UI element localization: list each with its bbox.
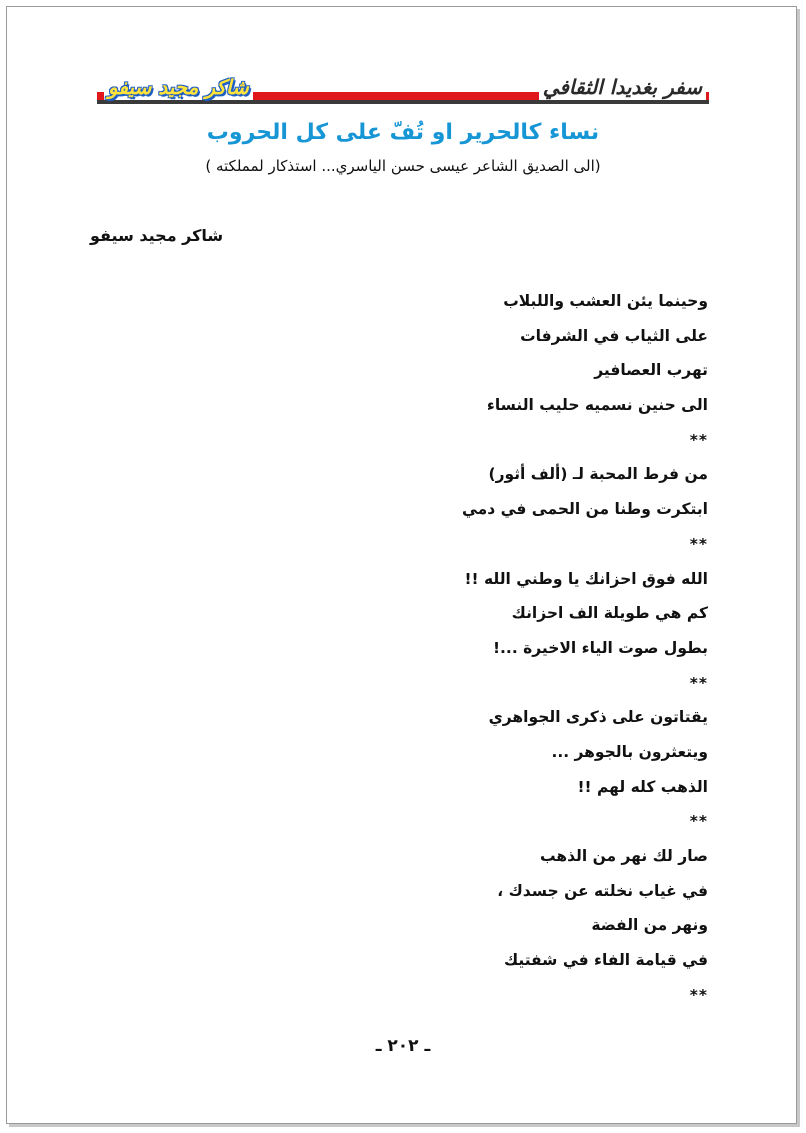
poem-line: الى حنين نسميه حليب النساء xyxy=(486,396,708,415)
header-series-title: سفر بغديدا الثقافي xyxy=(539,74,706,100)
poem-line: كم هي طويلة الف احزانك xyxy=(511,604,708,623)
poem-line: ويتعثرون بالجوهر ... xyxy=(551,742,708,761)
poem-line: في قيامة الفاء في شفتيك xyxy=(503,951,708,970)
stanza-separator: ** xyxy=(689,430,708,449)
header-rule-shadow xyxy=(97,100,709,104)
stanza-separator: ** xyxy=(689,812,708,831)
header-author: شاكر مجيد سيفو xyxy=(104,74,253,100)
poem-line: وحينما يئن العشب واللبلاب xyxy=(503,292,708,310)
poem-line: الله فوق احزانك يا وطني الله !! xyxy=(464,569,708,588)
poem-line: ابتكرت وطنا من الحمى في دمي xyxy=(461,500,708,519)
poem-title: نساء كالحرير او تُفّ على كل الحروب xyxy=(206,120,600,145)
poem-line: ونهر من الفضة xyxy=(591,916,708,935)
poem-line: الذهب كله لهم !! xyxy=(577,777,708,796)
poem-line: صار لك نهر من الذهب xyxy=(539,847,708,865)
poem-line: من فرط المحبة لـ (ألف أثور) xyxy=(488,465,708,484)
page-number: ـ ٢٠٢ ـ xyxy=(375,1036,431,1056)
stanza-separator: ** xyxy=(689,985,708,1004)
poem-line: على الثياب في الشرفات xyxy=(520,326,708,345)
poem-author: شاكر مجيد سيفو xyxy=(90,226,224,245)
poem-line: يقتاتون على ذكرى الجواهري xyxy=(488,708,708,727)
poem-dedication: (الى الصديق الشاعر عيسى حسن الياسري... استذكار لمملكته ) xyxy=(205,157,601,175)
poem-line: في غياب نخلته عن جسدك ، xyxy=(497,881,708,900)
stanza-separator: ** xyxy=(689,673,708,692)
poem-line: بطول صوت الياء الاخيرة ...! xyxy=(492,638,708,657)
poem-body xyxy=(288,284,708,1012)
poem-line: تهرب العصافير xyxy=(594,361,708,380)
stanza-separator: ** xyxy=(689,534,708,553)
